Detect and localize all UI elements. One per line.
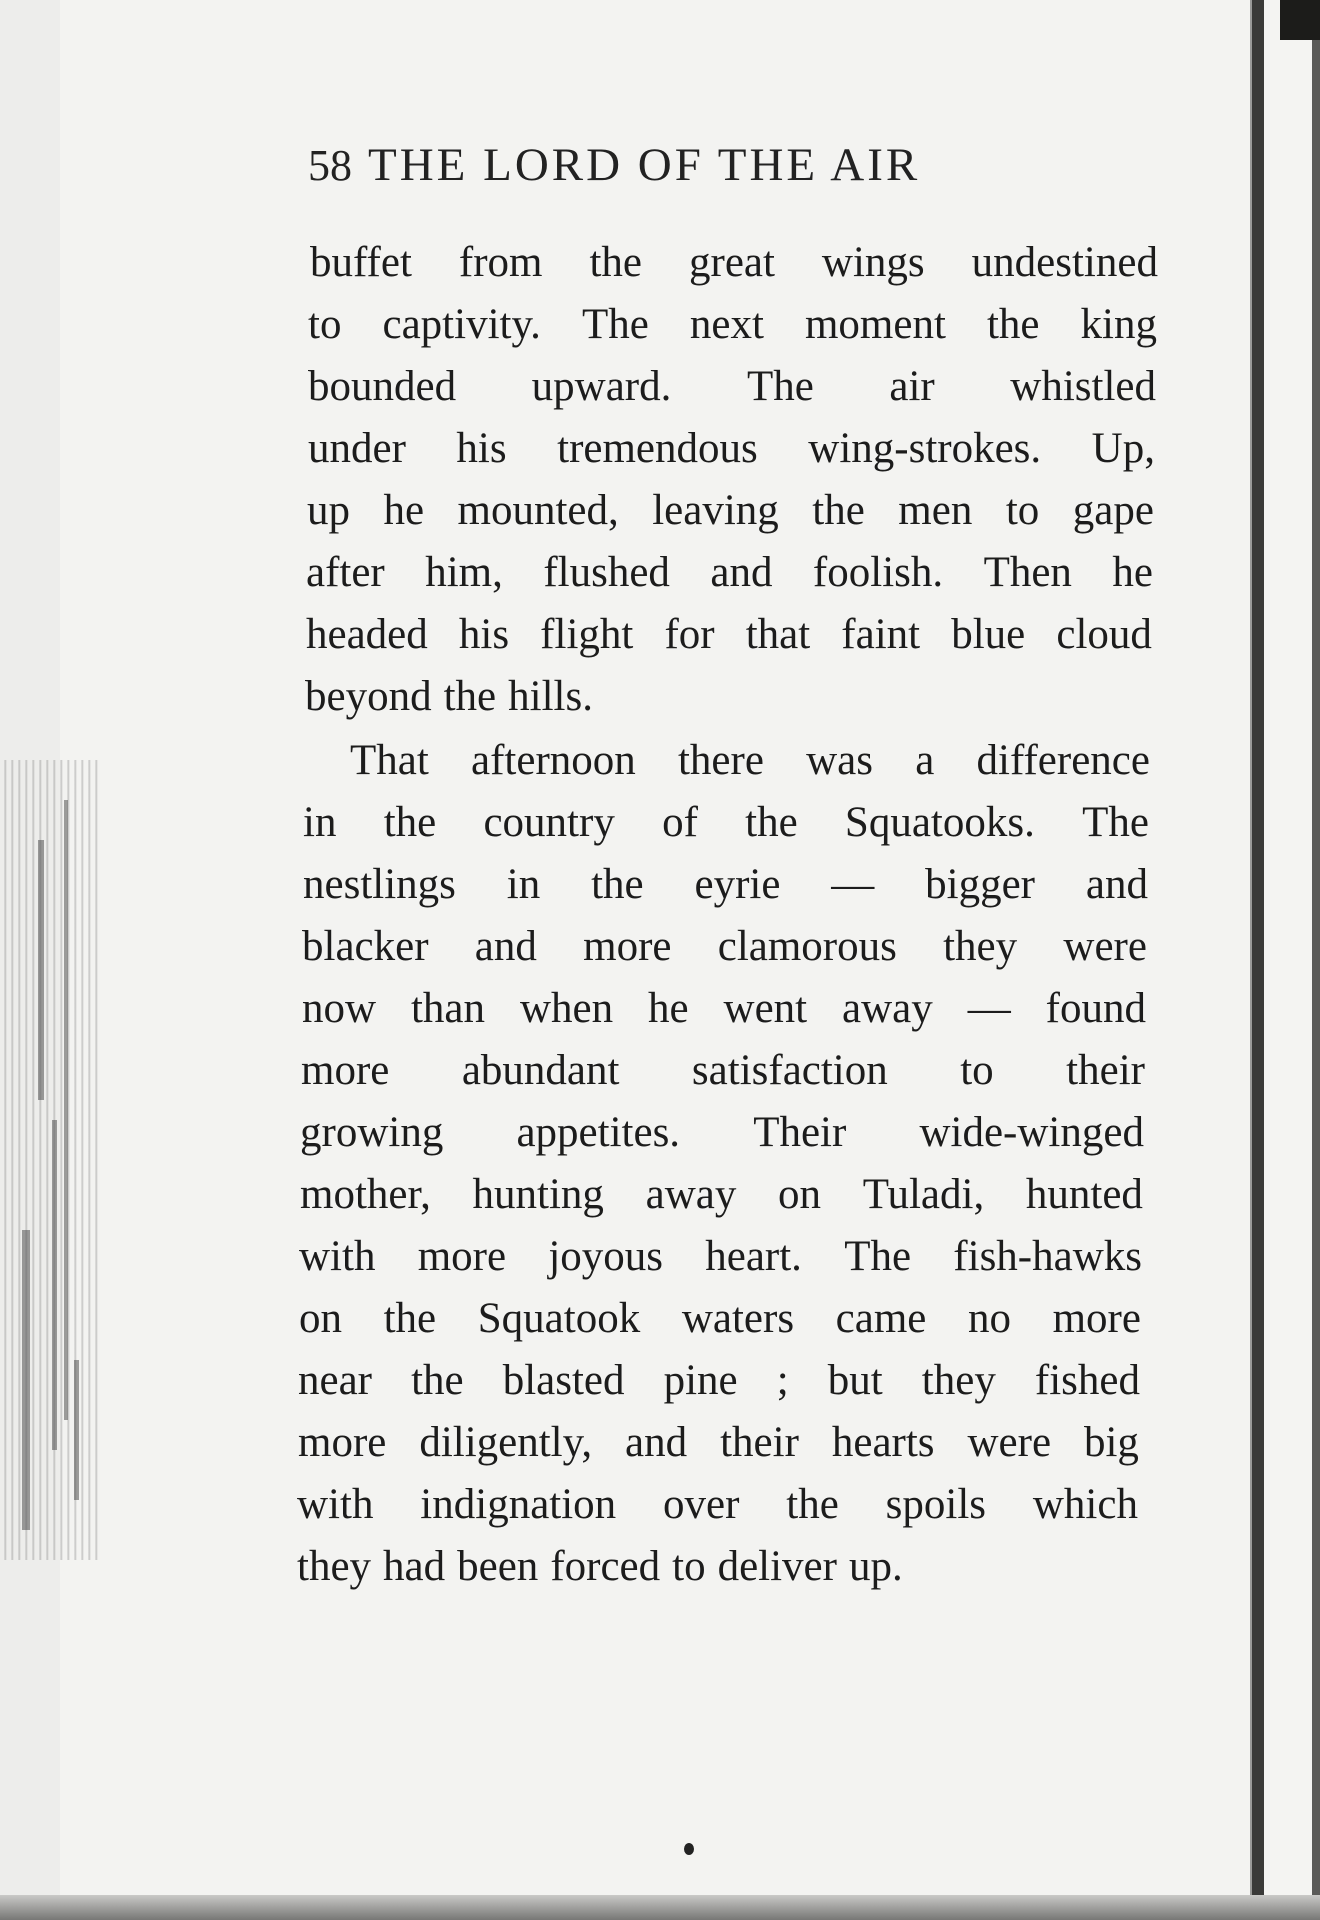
text-line: after him, flushed and foolish. Then he — [306, 549, 1153, 596]
scan-bottom-shadow — [0, 1895, 1320, 1920]
text-line: buffet from the great wings undestined — [310, 239, 1158, 286]
page-edge-mark — [74, 1360, 79, 1500]
text-line: growing appetites. Their wide-winged — [300, 1109, 1144, 1156]
text-line: beyond the hills. — [305, 673, 593, 720]
text-line: mother, hunting away on Tuladi, hunted — [300, 1171, 1143, 1218]
text-line: headed his flight for that faint blue cloud — [306, 611, 1152, 658]
text-line: on the Squatook waters came no more — [299, 1295, 1141, 1342]
text-line: more diligently, and their hearts were big — [298, 1419, 1139, 1466]
text-line: with indignation over the spoils which — [297, 1481, 1138, 1528]
book-gutter — [1252, 0, 1264, 1900]
page-edge-mark — [64, 800, 68, 1420]
page-number: 58 — [308, 141, 352, 190]
facing-page-edge — [1312, 0, 1320, 1900]
text-line: up he mounted, leaving the men to gape — [307, 487, 1154, 534]
scan-corner-shadow — [1280, 0, 1320, 40]
page-edges-stack — [0, 760, 100, 1560]
page-edge-mark — [22, 1230, 30, 1530]
print-speck — [684, 1843, 694, 1855]
text-line: blacker and more clamorous they were — [302, 923, 1147, 970]
text-line: under his tremendous wing-strokes. Up, — [308, 425, 1155, 472]
text-line: now than when he went away — found — [302, 985, 1146, 1032]
text-line: bounded upward. The air whistled — [308, 363, 1156, 410]
page-edge-mark — [38, 840, 44, 1100]
text-line: That afternoon there was a difference — [350, 737, 1150, 784]
text-line: with more joyous heart. The fish-hawks — [299, 1233, 1142, 1280]
text-line: more abundant satisfaction to their — [301, 1047, 1145, 1094]
running-head — [308, 138, 1108, 198]
text-line: near the blasted pine ; but they fished — [298, 1357, 1140, 1404]
running-title: THE LORD OF THE AIR — [368, 139, 921, 191]
text-line: they had been forced to deliver up. — [297, 1543, 903, 1590]
text-line: to captivity. The next moment the king — [308, 301, 1157, 348]
page-edge-mark — [52, 1120, 57, 1450]
text-line: nestlings in the eyrie — bigger and — [303, 861, 1148, 908]
text-line: in the country of the Squatooks. The — [303, 799, 1149, 846]
